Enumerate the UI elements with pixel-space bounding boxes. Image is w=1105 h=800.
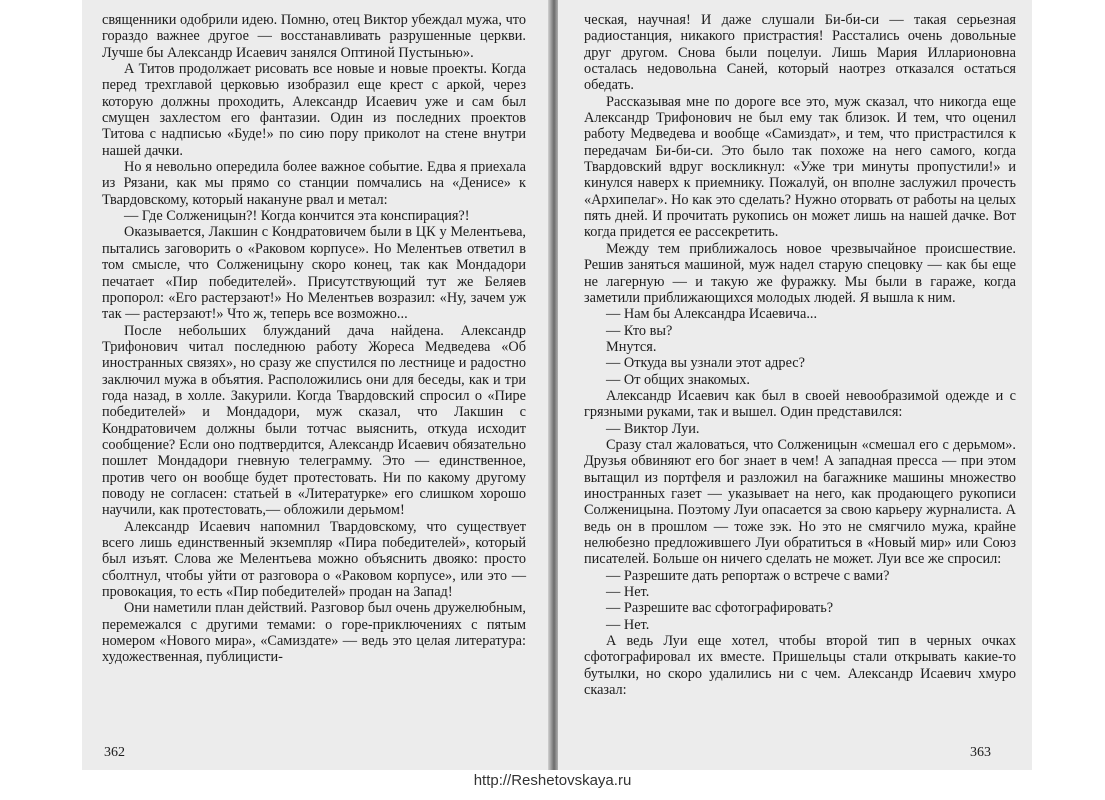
paragraph: Но я невольно опередила более важное событие. Едва я приехала из Рязани, как мы прямо со станции помчались на «Денисе» к Твардовскому, который накануне рвал и метал: xyxy=(102,159,526,208)
paragraph: А ведь Луи еще хотел, чтобы второй тип в черных очках сфотографировал их вместе. Пришельцы стали открывать какие-то бутылки, но скоро удалились ни с чем. Александр Исаевич хмуро сказал: xyxy=(584,633,1016,699)
paragraph: священники одобрили идею. Помню, отец Виктор убеждал мужа, что гораздо важнее другое — восстанавливать разрушенные церкви. Лучше бы Александр Исаевич занялся Оптиной Пустынью». xyxy=(102,12,526,61)
paragraph: — Нет. xyxy=(606,616,650,633)
right-page-number: 363 xyxy=(970,745,991,760)
paragraph: — Кто вы? xyxy=(606,322,673,339)
paragraph: Они наметили план действий. Разговор был очень дружелюбным, перемежался с другими темами: о горе-приключениях с пятым номером «Нового мира», «Самиздате» — ведь это целая литература: художественная, публицисти- xyxy=(102,600,526,666)
paragraph: Сразу стал жаловаться, что Солженицын «смешал его с дерьмом». Друзья обвиняют его бог знает в чем! А западная пресса — при этом вытащил из портфеля и разложил на багажнике машины множество иностранных газет — указывает на него, как продающего рукописи Солженицына. Поэтому Луи опасается за свою карьеру журналиста. А ведь он в прошлом — тоже зэк. Но это не смягчило мужа, крайне нелюбезно предложившего Луи обратиться в «Новый мир» или Союз писателей. Больше он ничего сделать не может. Луи все же спросил: xyxy=(584,436,1016,568)
left-page xyxy=(82,0,550,770)
paragraph: Александр Исаевич напомнил Твардовскому, что существует всего лишь единственный экземпляр «Пира победителей», который был изъят. Слова же Мелентьева можно объяснить двояко: просто сболтнул, чтобы уйти от разговора о «Раковом корпусе», или это — провокация, то есть «Пир победителей» продан на Запад! xyxy=(102,518,526,601)
left-page-text xyxy=(102,12,526,666)
paragraph: — Нет. xyxy=(606,584,650,601)
paragraph: — Откуда вы узнали этот адрес? xyxy=(606,355,805,372)
paragraph: Оказывается, Лакшин с Кондратовичем были в ЦК у Мелентьева, пытались заговорить о «Раковом корпусе». Но Мелентьев ответил в том смысле, что Солженицыну скоро конец, так как Мондадори печатает «Пир победителей». Присутствующий тут же Беляев пропорол: «Его растерзают!» Но Мелентьев возразил: «Ну, зачем уж так — растерзают!» Что ж, теперь все возможно... xyxy=(102,224,526,323)
paragraph: ческая, научная! И даже слушали Би-би-си — такая серьезная радиостанция, никакого пристрастия! Расстались очень довольные друг другом. Снова были поцелуи. Лишь Мария Илларионовна осталась недовольна Саней, который наотрез отказался остаться обедать. xyxy=(584,12,1016,94)
paragraph: Между тем приближалось новое чрезвычайное происшествие. Решив заняться машиной, муж надел старую спецовку — как бы еще не лагерную — и такую же фуражку. Мы были в гараже, когда заметили приближающихся молодых людей. Я вышла к ним. xyxy=(584,240,1016,306)
source-url[interactable]: http://Reshetovskaya.ru xyxy=(473,772,632,789)
paragraph: — Нам бы Александра Исаевича... xyxy=(606,306,818,323)
paragraph: — Разрешите вас сфотографировать? xyxy=(606,600,834,617)
paragraph: — Виктор Луи. xyxy=(606,420,700,437)
left-page-number: 362 xyxy=(104,745,125,760)
paragraph: Рассказывая мне по дороге все это, муж сказал, что никогда еще Александр Трифонович не был ему так близок. И тем, что оценил работу Медведева и вообще «Самиздат», и тем, что пристрастился к передачам Би-би-си. Это было так похоже на него самого, когда Твардовский вдруг воскликнул: «Уже три минуты пропустили!» и кинулся наверх к приемнику. Пожалуй, он вполне заслужил прочесть «Архипелаг». Но как это сделать? Нужно оторвать от работы на целых пять дней. И прочитать рукопись он может лишь на нашей дачке. Вот когда придется ее рассекретить. xyxy=(584,93,1016,241)
paragraph: А Титов продолжает рисовать все новые и новые проекты. Когда перед трехглавой церковью изобразил еще крест с аркой, через которую должны проходить, Александр Исаевич уже и сам был смущен захлестом его фантазии. Один из последних проектов Титова с надписью «Буде!» по сию пору приколот на стене внутри нашей дачки. xyxy=(102,61,526,159)
paragraph: После небольших блужданий дача найдена. Александр Трифонович читал последнюю работу Жореса Медведева «Об иностранных связях», но сразу же спустился по лестнице и радостно заключил мужа в объятия. Расположились они для беседы, как и три года назад, в холле. Закурили. Когда Твардовский спросил о «Пире победителей» и Мондадори, муж сказал, что Лакшин с Кондратовичем должны были тотчас выяснить, откуда исходит сообщение? Если оно подтвердится, Александр Исаевич обязательно пошлет Мондадори гневную телеграмму. Это — единственное, против чего он вообще будет протестовать. Ни по какому другому поводу не согласен: статьей в «Литературке» его слишком хорошо научили, как протестовать,— обложили дерьмом! xyxy=(102,322,526,519)
paragraph: Мнутся. xyxy=(606,338,657,355)
paragraph: — Разрешите дать репортаж о встрече с вами? xyxy=(606,567,890,584)
right-page-text xyxy=(584,12,1016,698)
paragraph: Александр Исаевич как был в своей невообразимой одежде и с грязными руками, так и вышел. Один представился: xyxy=(584,387,1016,421)
right-page xyxy=(558,0,1032,770)
paragraph: — От общих знакомых. xyxy=(606,371,750,388)
paragraph: — Где Солженицын?! Когда кончится эта конспирация?! xyxy=(124,208,470,225)
